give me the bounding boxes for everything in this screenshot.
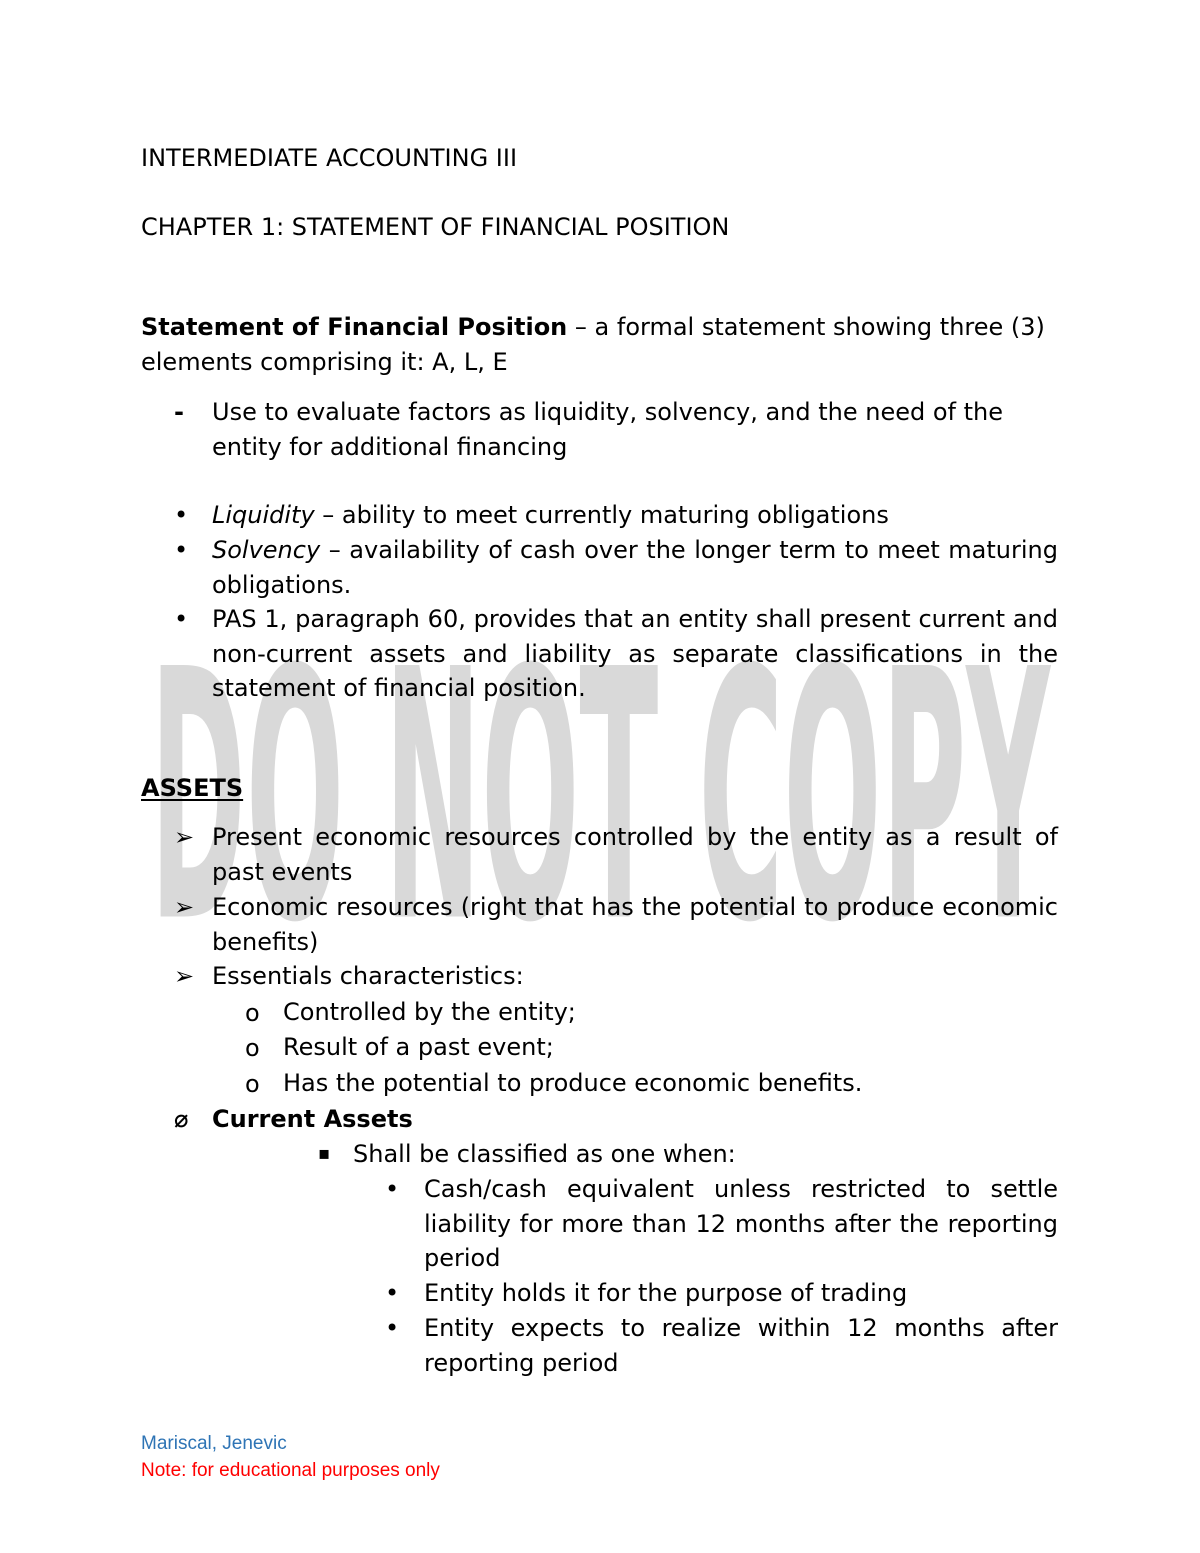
chapter-title: CHAPTER 1: STATEMENT OF FINANCIAL POSITION (141, 213, 730, 241)
arrow-icon: ➢ (174, 823, 195, 851)
definition-text: – a formal statement showing three (3) elements comprising it: A, L, E (141, 313, 1045, 376)
arrow-item: Essentials characteristics: (212, 962, 524, 990)
footer-author: Mariscal, Jenevic (141, 1433, 287, 1454)
definition-paragraph (141, 310, 1061, 379)
arrow-icon: ➢ (174, 962, 195, 990)
square-item: Shall be classified as one when: (353, 1140, 736, 1168)
bullet-marker: • (174, 536, 189, 564)
bullet-pas1: PAS 1, paragraph 60, provides that an entity shall present current and non-current assets and liability as separate classifications in the statement of financial position. (212, 605, 1058, 702)
arrow-item: Present economic resources controlled by the entity as a result of past events (212, 823, 1058, 886)
condition-item: Cash/cash equivalent unless restricted to settle liability for more than 12 months after the reporting period (424, 1175, 1058, 1272)
empty-set-icon: ⌀ (174, 1105, 189, 1133)
square-bullet-icon: ▪ (318, 1143, 331, 1164)
characteristic-item: Has the potential to produce economic benefits. (283, 1069, 863, 1097)
course-title: INTERMEDIATE ACCOUNTING III (141, 144, 518, 172)
definition-term: Statement of Financial Position (141, 313, 568, 341)
characteristic-item: Result of a past event; (283, 1033, 554, 1061)
arrow-icon: ➢ (174, 893, 195, 921)
bullet-term: Liquidity (212, 501, 315, 529)
bullet-marker: • (174, 501, 189, 529)
bullet-solvency (212, 533, 1058, 602)
watermark-text: DO NOT COPY (150, 598, 1052, 958)
bullet-marker: • (385, 1279, 400, 1307)
dash-item-text: Use to evaluate factors as liquidity, solvency, and the need of the entity for additional financing (212, 398, 1004, 461)
condition-item: Entity expects to realize within 12 months after reporting period (424, 1314, 1058, 1377)
circle-marker: o (245, 1070, 260, 1098)
circle-marker: o (245, 999, 260, 1027)
assets-heading: ASSETS (141, 774, 244, 802)
bullet-term: Solvency (212, 536, 321, 564)
current-assets-heading: Current Assets (212, 1105, 413, 1133)
condition-item: Entity holds it for the purpose of trading (424, 1279, 908, 1307)
footer-note: Note: for educational purposes only (141, 1460, 440, 1481)
bullet-text: – ability to meet currently maturing obligations (314, 501, 889, 529)
bullet-marker: • (385, 1175, 400, 1203)
arrow-item: Economic resources (right that has the potential to produce economic benefits) (212, 893, 1058, 956)
dash-marker: - (174, 398, 184, 426)
bullet-text: – availability of cash over the longer term to meet maturing obligations. (212, 536, 1058, 599)
bullet-marker: • (174, 605, 189, 633)
bullet-liquidity (212, 498, 1058, 533)
characteristic-item: Controlled by the entity; (283, 998, 576, 1026)
circle-marker: o (245, 1034, 260, 1062)
bullet-marker: • (385, 1314, 400, 1342)
